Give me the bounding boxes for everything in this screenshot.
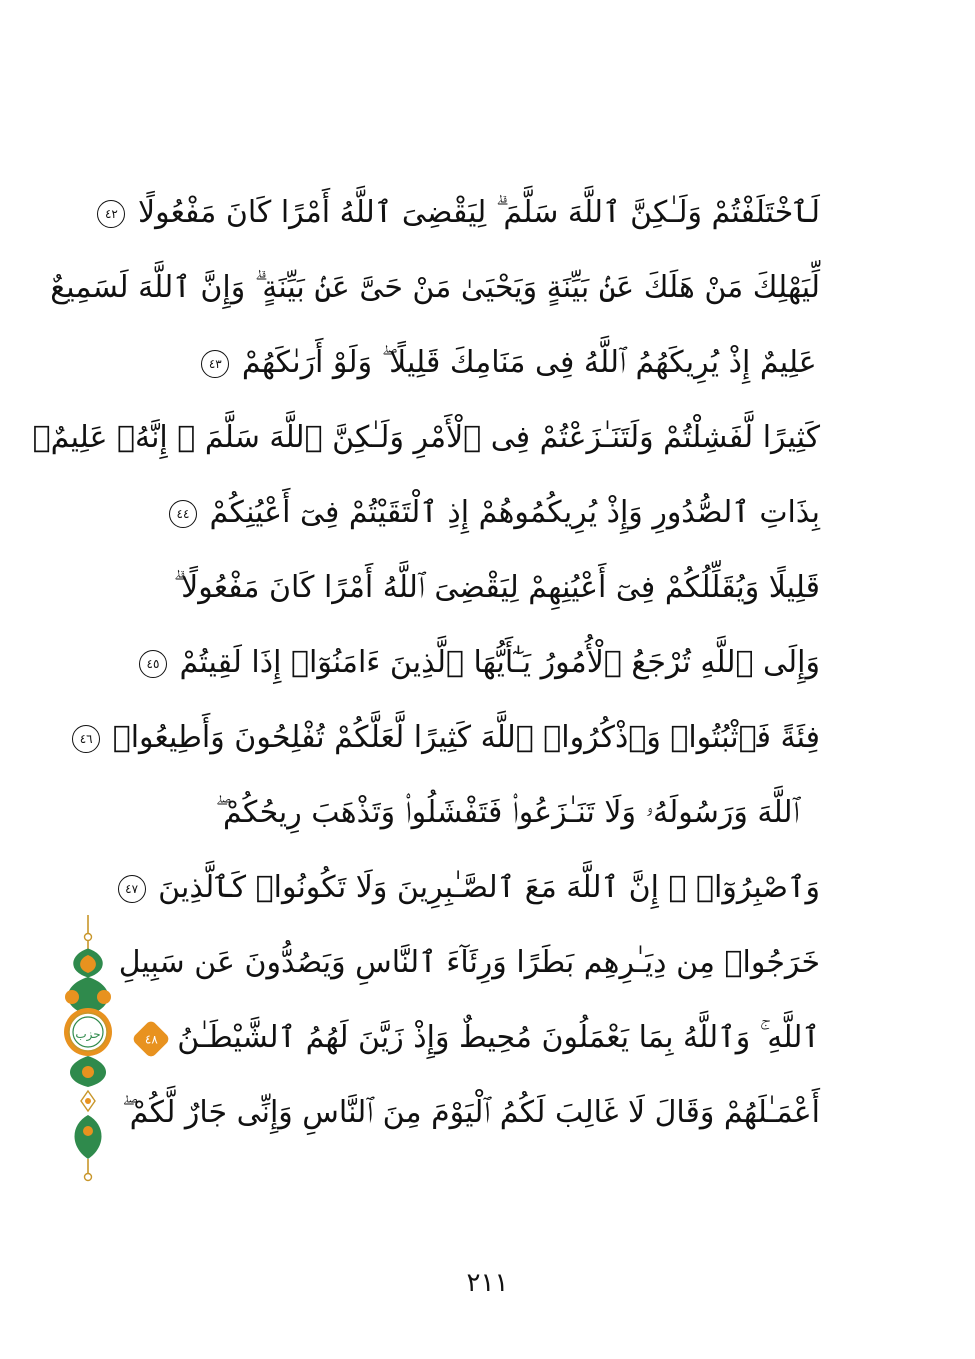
quran-line — [173, 550, 820, 625]
verse-number-marker: ٤٣ — [201, 350, 229, 378]
quran-line-text: لَٱخْتَلَفْتُمْ وَلَـٰكِنَّ ٱللَّهَ سَلَّمَ ۗ لِيَقْضِىَ ٱللَّهُ أَمْرًا كَانَ مَفْعُولًا — [137, 195, 820, 230]
quran-line-text: كَثِيرًا لَّفَشِلْتُمْ وَلَتَنَـٰزَعْتُمْ فِى ٱلْأَمْرِ وَلَـٰكِنَّ ٱللَّهَ سَلَّمَ ۗ إِنَّهُۥ عَلِيمٌۢ — [32, 420, 820, 455]
svg-text:حزب: حزب — [75, 1027, 101, 1041]
verse-number-marker: ٤٤ — [169, 500, 197, 528]
quran-line-text: فِئَةً فَٱثْبُتُوا۟ وَٱذْكُرُوا۟ ٱللَّهَ كَثِيرًا لَّعَلَّكُمْ تُفْلِحُونَ وَأَطِيعُوا۟ — [112, 720, 820, 755]
quran-line — [79, 700, 820, 775]
quran-line — [125, 850, 820, 925]
verse-number-value: ٤٨ — [144, 1031, 158, 1046]
quran-line-text: ٱللَّهِ ۚ وَٱللَّهُ بِمَا يَعْمَلُونَ مُحِيطٌ وَإِذْ زَيَّنَ لَهُمُ ٱلشَّيْطَـٰنُ — [177, 1020, 820, 1055]
quran-line-text: قَلِيلًا وَيُقَلِّلُكُمْ فِىٓ أَعْيُنِهِمْ لِيَقْضِىَ ٱللَّهُ أَمْرًا كَانَ مَفْعُولًا ۗ — [173, 570, 820, 605]
quran-line — [32, 400, 820, 475]
page-number: ٢١١ — [466, 1268, 509, 1298]
quran-line — [118, 925, 820, 1000]
quran-line — [122, 1075, 820, 1150]
quran-line-text: بِذَاتِ ٱلصُّدُورِ وَإِذْ يُرِيكُمُوهُمْ إِذِ ٱلْتَقَيْتُمْ فِىٓ أَعْيُنِكُمْ — [209, 495, 820, 530]
quran-line — [195, 775, 820, 850]
verse-number-marker: ٤٥ — [139, 650, 167, 678]
quran-line — [195, 325, 820, 400]
verse-number-marker: ٤٢ — [97, 200, 125, 228]
quran-line — [176, 475, 820, 550]
quran-line — [50, 250, 820, 325]
quran-line-text: لِّيَهْلِكَ مَنْ هَلَكَ عَنۢ بَيِّنَةٍ وَيَحْيَىٰ مَنْ حَىَّ عَنۢ بَيِّنَةٍ ۗ وَإِنَّ ٱللَّهَ لَسَمِيعٌ — [50, 270, 820, 305]
quran-line — [144, 1000, 820, 1075]
verse-number-marker: ٤٦ — [72, 725, 100, 753]
quran-line-text: أَعْمَـٰلَهُمْ وَقَالَ لَا غَالِبَ لَكُمُ ٱلْيَوْمَ مِنَ ٱلنَّاسِ وَإِنِّى جَارٌ لَّكُمْ ۖ — [122, 1095, 820, 1130]
verse-number-marker: ٤٧ — [118, 875, 146, 903]
quran-line — [104, 175, 820, 250]
quran-line-text: وَٱصْبِرُوٓا۟ ۚ إِنَّ ٱللَّهَ مَعَ ٱلصَّـٰبِرِينَ وَلَا تَكُونُوا۟ كَٱلَّذِينَ — [158, 870, 820, 905]
quran-line-text: عَلِيمٌ إِذْ يُرِيكَهُمُ ٱللَّهُ فِى مَنَامِكَ قَلِيلًا ۖ وَلَوْ أَرَىٰكَهُمْ — [241, 345, 817, 380]
quran-line — [146, 625, 820, 700]
quran-line-text: ٱللَّهَ وَرَسُولَهُۥ وَلَا تَنَـٰزَعُوا۟ فَتَفْشَلُوا۟ وَتَذْهَبَ رِيحُكُمْ ۖ — [215, 795, 800, 830]
verse-number-marker-highlighted — [131, 1019, 171, 1059]
quran-line-text: خَرَجُوا۟ مِن دِيَـٰرِهِم بَطَرًا وَرِئَآءَ ٱلنَّاسِ وَيَصُدُّونَ عَن سَبِيلِ — [118, 945, 820, 980]
quran-line-text: وَإِلَى ٱللَّهِ تُرْجَعُ ٱلْأُمُورُ يَـٰٓأَيُّهَا ٱلَّذِينَ ءَامَنُوٓا۟ إِذَا لَقِيتُمْ — [179, 645, 820, 680]
juz-marker-ornament — [48, 915, 128, 1185]
